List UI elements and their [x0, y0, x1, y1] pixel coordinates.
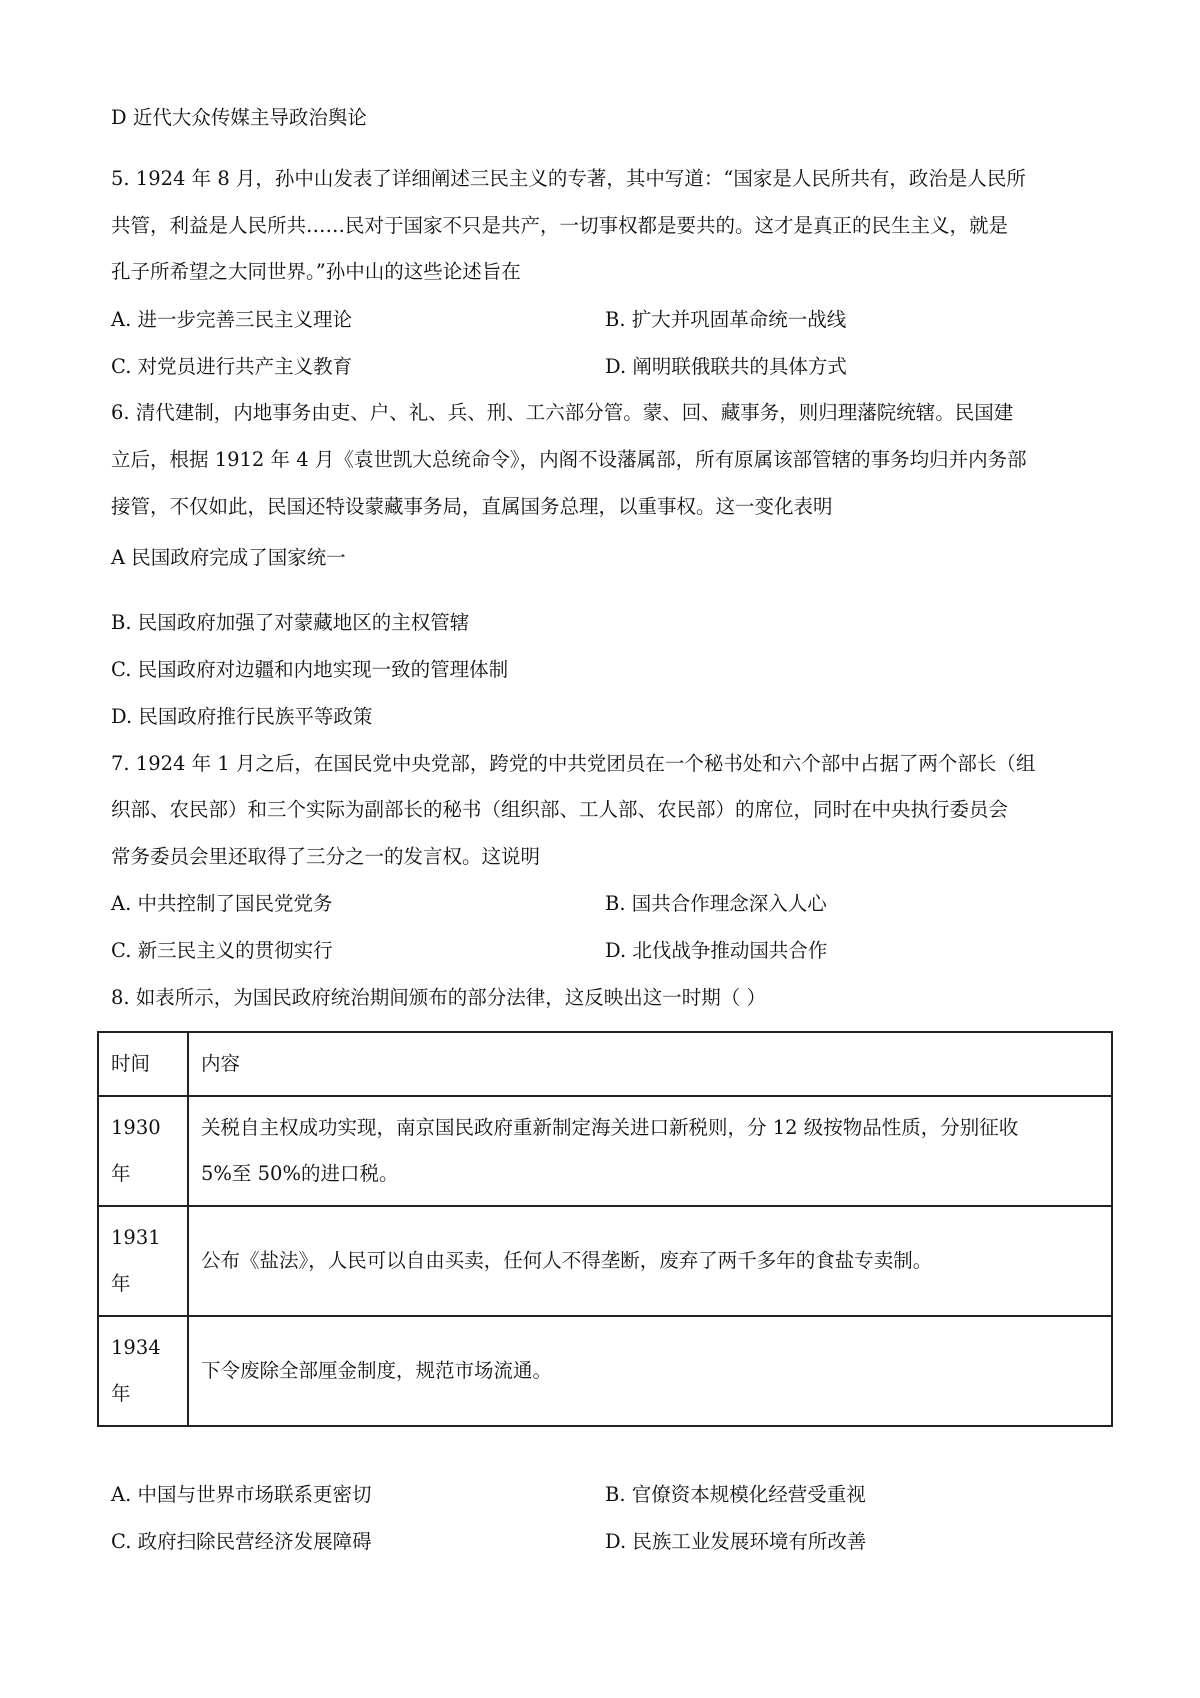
row-content-line: 公布《盐法》，人民可以自由买卖，任何人不得垄断，废弃了两千多年的食盐专卖制。	[201, 1249, 933, 1272]
row-content-line: 下令废除全部厘金制度，规范市场流通。	[201, 1359, 553, 1382]
q7-stem-line-3: 常务委员会里还取得了三分之一的发言权。这说明	[111, 845, 541, 868]
row-content-cell	[188, 1206, 1112, 1316]
row-year-cell	[98, 1316, 188, 1426]
q6-stem-line-3: 接管，不仅如此，民国还特设蒙藏事务局，直属国务总理，以重事权。这一变化表明	[111, 495, 833, 518]
q5-option-c: C. 对党员进行共产主义教育	[111, 355, 353, 378]
row-year-suffix: 年	[111, 1382, 131, 1405]
q7-stem-line-2: 织部、农民部）和三个实际为副部长的秘书（组织部、工人部、农民部）的席位，同时在中央执行委员会	[111, 798, 1009, 821]
q5-option-a: A. 进一步完善三民主义理论	[111, 308, 352, 331]
row-content-line: 关税自主权成功实现，南京国民政府重新制定海关进口新税则，分 12 级按物品性质，分别征收	[201, 1116, 1019, 1139]
q8-stem: 8. 如表所示，为国民政府统治期间颁布的部分法律，这反映出这一时期（ ）	[111, 986, 767, 1009]
row-year-cell	[98, 1206, 188, 1316]
q8-option-d: D. 民族工业发展环境有所改善	[605, 1530, 867, 1553]
q8-option-c: C. 政府扫除民营经济发展障碍	[111, 1530, 372, 1553]
row-year-suffix: 年	[111, 1162, 131, 1185]
row-content-cell	[188, 1316, 1112, 1426]
row-content-line: 5%至 50%的进口税。	[201, 1162, 399, 1185]
header-time: 时间	[98, 1032, 188, 1096]
law-table	[97, 1031, 1113, 1427]
q6-option-d: D. 民国政府推行民族平等政策	[111, 705, 373, 728]
q6-option-a: A 民国政府完成了国家统一	[111, 546, 346, 569]
table-row	[98, 1096, 1112, 1206]
q5-option-d: D. 阐明联俄联共的具体方式	[605, 355, 847, 378]
row-content-cell	[188, 1096, 1112, 1206]
row-year-cell	[98, 1096, 188, 1206]
header-content: 内容	[188, 1032, 1112, 1096]
q5-stem-line-2: 共管，利益是人民所共……民对于国家不只是共产，一切事权都是要共的。这才是真正的民生主义，就是	[111, 214, 1009, 237]
q5-stem-line-1: 5. 1924 年 8 月，孙中山发表了详细阐述三民主义的专著，其中写道：“国家是人民所共有，政治是人民所	[111, 167, 1026, 190]
q7-stem-line-1: 7. 1924 年 1 月之后，在国民党中央党部，跨党的中共党团员在一个秘书处和六个部中占据了两个部长（组	[111, 752, 1036, 775]
law-table-header-row	[98, 1032, 1112, 1096]
q7-option-a: A. 中共控制了国民党党务	[111, 892, 333, 915]
q7-option-d: D. 北伐战争推动国共合作	[605, 939, 828, 962]
row-year: 1934	[111, 1336, 161, 1359]
row-year: 1931	[111, 1226, 161, 1249]
table-row	[98, 1316, 1112, 1426]
q7-option-c: C. 新三民主义的贯彻实行	[111, 939, 333, 962]
q5-stem-line-3: 孔子所希望之大同世界。”孙中山的这些论述旨在	[111, 260, 521, 283]
q5-option-b: B. 扩大并巩固革命统一战线	[605, 308, 847, 331]
q6-option-b: B. 民国政府加强了对蒙藏地区的主权管辖	[111, 611, 470, 634]
q7-option-b: B. 国共合作理念深入人心	[605, 892, 827, 915]
q6-option-c: C. 民国政府对边疆和内地实现一致的管理体制	[111, 658, 509, 681]
q8-option-b: B. 官僚资本规模化经营受重视	[605, 1483, 866, 1506]
table-row	[98, 1206, 1112, 1316]
q8-option-a: A. 中国与世界市场联系更密切	[111, 1483, 372, 1506]
row-year-suffix: 年	[111, 1272, 131, 1295]
q4-option-d: D 近代大众传媒主导政治舆论	[111, 106, 367, 129]
row-year: 1930	[111, 1116, 161, 1139]
q6-stem-line-2: 立后，根据 1912 年 4 月《袁世凯大总统命令》，内阁不设藩属部，所有原属该部管辖的事务均归并内务部	[111, 448, 1027, 471]
q6-stem-line-1: 6. 清代建制，内地事务由吏、户、礼、兵、刑、工六部分管。蒙、回、藏事务，则归理藩院统辖。民国建	[111, 401, 1014, 424]
